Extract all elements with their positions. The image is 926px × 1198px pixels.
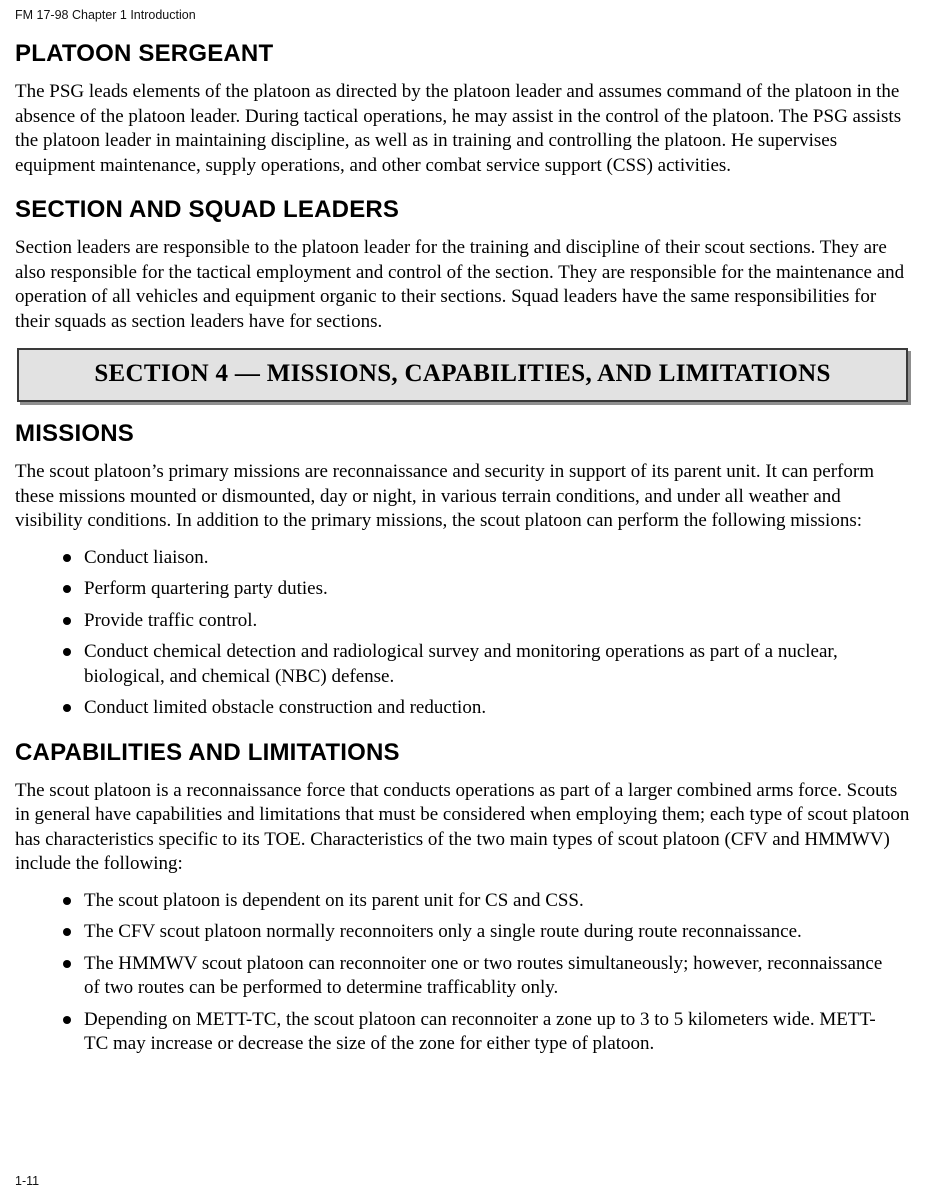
bullet-icon xyxy=(63,1016,71,1024)
bullet-item xyxy=(63,577,883,602)
section4-banner-title: SECTION 4 — MISSIONS, CAPABILITIES, AND LIMITATIONS xyxy=(94,360,831,387)
heading-platoon-sergeant: PLATOON SERGEANT xyxy=(15,40,274,67)
bullet-icon xyxy=(63,648,71,656)
heading-missions: MISSIONS xyxy=(15,420,134,447)
bullet-text: The CFV scout platoon normally reconnoiters only a single route during route reconnaissance. xyxy=(84,921,802,942)
page-number: 1-11 xyxy=(15,1174,40,1188)
bullet-text: Conduct liaison. xyxy=(84,546,209,568)
section4-banner xyxy=(17,348,908,402)
bullet-item xyxy=(63,640,883,689)
paragraph-missions-intro: The scout platoon’s primary missions are reconnaissance and security in support of its parent unit. It can perform these missions mounted or dismounted, day or night, in various terrain conditions, and under all weather and visibility conditions. In addition to the primary missions, the scout platoon can perform the following missions: xyxy=(15,461,874,531)
heading-section-squad-leaders: SECTION AND SQUAD LEADERS xyxy=(15,196,400,223)
bullet-item xyxy=(63,696,883,721)
bullet-icon xyxy=(63,960,71,968)
bullet-text: Conduct limited obstacle construction and reduction. xyxy=(84,697,487,718)
bullet-item xyxy=(63,609,883,634)
paragraph-platoon-sergeant: The PSG leads elements of the platoon as directed by the platoon leader and assumes command of the platoon in the absence of the platoon leader. During tactical operations, he may assist in the control of the platoon. The PSG assists the platoon leader in maintaining discipline, as well as in training and controlling the platoon. He supervises equipment maintenance, supply operations, and other combat service support (CSS) activities. xyxy=(15,81,902,176)
bullet-icon xyxy=(63,585,71,593)
bullet-item xyxy=(63,889,883,914)
capabilities-bullet-list xyxy=(63,889,910,1057)
bullet-text: The scout platoon is dependent on its parent unit for CS and CSS. xyxy=(84,889,584,911)
bullet-icon xyxy=(63,897,71,905)
doc-ref-header: FM 17-98 Chapter 1 Introduction xyxy=(15,8,196,22)
bullet-item xyxy=(63,952,883,1001)
bullet-icon xyxy=(63,554,71,562)
bullet-text: Conduct chemical detection and radiological survey and monitoring operations as part of a nuclear, biological, and chemical (NBC) defense. xyxy=(84,641,838,687)
bullet-text: Provide traffic control. xyxy=(84,609,258,631)
bullet-item xyxy=(63,920,883,945)
bullet-text: Perform quartering party duties. xyxy=(84,578,328,599)
bullet-item xyxy=(63,1008,883,1057)
bullet-item xyxy=(63,546,883,571)
bullet-icon xyxy=(63,617,71,625)
bullet-icon xyxy=(63,704,71,712)
missions-bullet-list xyxy=(63,546,910,721)
heading-capabilities-limitations: CAPABILITIES AND LIMITATIONS xyxy=(15,738,400,766)
bullet-icon xyxy=(63,928,71,936)
paragraph-section-squad-leaders: Section leaders are responsible to the platoon leader for the training and discipline of their scout sections. They are also responsible for the tactical employment and control of the section. They are responsible for the maintenance and operation of all vehicles and equipment organic to their sections. Squad leaders have the same responsibilities for their squads as section leaders have for sections. xyxy=(15,237,905,332)
paragraph-capabilities-intro: The scout platoon is a reconnaissance force that conducts operations as part of a larger combined arms force. Scouts in general have capabilities and limitations that must be considered when employing them; each type of scout platoon has characteristics specific to its TOE. Characteristics of the two main types of scout platoon (CFV and HMMWV) include the following: xyxy=(15,779,910,874)
bullet-text: Depending on METT-TC, the scout platoon can reconnoiter a zone up to 3 to 5 kilometers wide. METT-TC may increase or decrease the size of the zone for either type of platoon. xyxy=(84,1008,876,1054)
bullet-text: The HMMWV scout platoon can reconnoiter one or two routes simultaneously; however, reconnaissance of two routes can be performed to determine trafficablity only. xyxy=(84,952,883,998)
